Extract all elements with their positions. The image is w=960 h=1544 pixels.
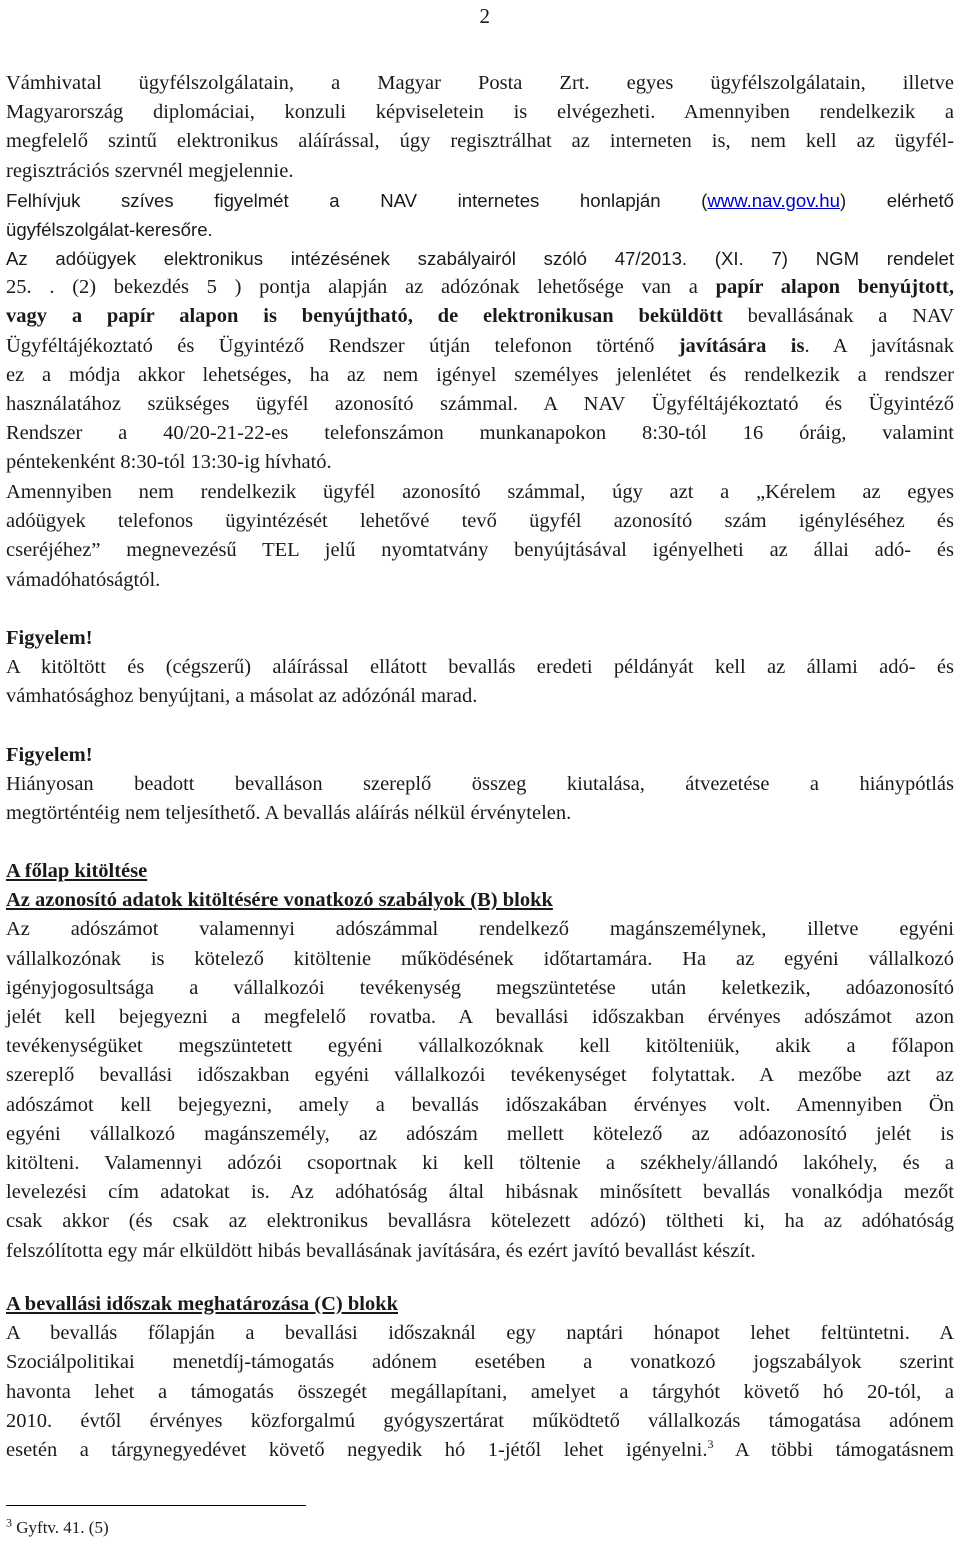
page-number: 2	[479, 4, 490, 28]
text-line: igényjogosultsága a vállalkozói tevékenység megszüntetése után keletkezik, adóazonosító	[6, 976, 954, 999]
text-line: Az adószámot valamennyi adószámmal rendelkező magánszemélynek, illetve egyéni	[6, 918, 954, 941]
text-line: A kitöltött és (cégszerű) aláírással ellátott bevallás eredeti példányát kell az állami adó- és	[6, 656, 954, 679]
footnote-separator	[6, 1505, 306, 1506]
text-line: használatához szükséges ügyfél azonosító számmal. A NAV Ügyféltájékoztató és Ügyintéző	[6, 393, 954, 416]
text-line: csak akkor (és csak az elektronikus bevallásra kötelezett adózó) töltheti ki, ha az adóhatóság	[6, 1210, 954, 1233]
text-line: megfelelő szintű elektronikus aláírással, úgy regisztrálhat az interneten is, nem kell az ügyfél-	[6, 130, 954, 153]
paragraph-nav-website	[6, 186, 954, 244]
text-line: Magyarország diplomáciai, konzuli képviseletein is elvégezheti. Amennyiben rendelkezik a	[6, 101, 954, 124]
text-line: egyéni vállalkozó magánszemély, az adószám mellett kötelező az adóazonosító jelét is	[6, 1122, 954, 1145]
text-line: Vámhivatal ügyfélszolgálatain, a Magyar Posta Zrt. egyes ügyfélszolgálatain, illetve	[6, 72, 954, 94]
text-line: szereplő bevallási időszakban egyéni vállalkozói tevékenységet folytattak. A mezőbe azt az	[6, 1064, 954, 1087]
warning-title: Figyelem!	[6, 627, 93, 649]
text-line: Ügyféltájékoztató és Ügyintéző Rendszer útján telefonon történő javítására is. A javításnak	[6, 334, 954, 357]
text-line: esetén a tárgynegyedévet követő negyedik hó 1-jétől lehet igényelni.$^3$ A többi támogatásnem	[6, 1437, 955, 1462]
text-line: vagy a papír alapon is benyújtható, de elektronikusan beküldött bevallásának a NAV	[6, 305, 955, 328]
section-heading: A főlap kitöltése	[6, 860, 148, 882]
paragraph-intro	[6, 69, 954, 186]
text-line: adóügyek telefonos ügyintézését lehetővé tevő ügyfél azonosító szám igényléséhez és	[6, 510, 954, 533]
text-line: ez a módja akkor lehetséges, ha az nem igényel személyes jelenlétet és rendelkezik a rendszer	[6, 363, 954, 386]
text-line: Rendszer a 40/20-21-22-es telefonszámon munkanapokon 8:30-tól 16 óráig, valamint	[6, 422, 954, 445]
text-line: Az adóügyek elektronikus intézésének szabályairól szóló 47/2013. (XI. 7) NGM rendelet	[6, 248, 954, 269]
warning-block-2	[6, 741, 954, 829]
nav-website-link[interactable]: www.nav.gov.hu	[707, 190, 840, 211]
text-line: levelezési cím adatokat is. Az adóhatóság által hibásnak minősített bevallás vonalkódja mezőt	[6, 1181, 954, 1204]
text-line: ügyfélszolgálat-keresőre.	[6, 219, 213, 241]
footnote: $^3$ Gyftv. 41. (5)	[6, 1515, 109, 1537]
text-line: vámadóhatóságtól.	[6, 568, 161, 591]
text-line: vámhatósághoz benyújtani, a másolat az adózónál marad.	[6, 685, 478, 708]
section-period-c-block	[6, 1290, 954, 1465]
text-line: cseréjéhez” megnevezésű TEL jelű nyomtatvány benyújtásával igényelheti az állai adó- és	[6, 539, 954, 562]
text-line: A bevallás főlapján a bevallási időszaknál egy naptári hónapot lehet feltüntetni. A	[6, 1322, 954, 1345]
paragraph-ngm-decree	[6, 244, 954, 478]
text-line: regisztrációs szervnél megjelennie.	[6, 159, 294, 182]
text-line: 2010. évtől érvényes közforgalmú gyógyszertárat működtető vállalkozás támogatása adónem	[6, 1409, 954, 1432]
subsection-heading-b-block: Az azonosító adatok kitöltésére vonatkozó szabályok (B) blokk	[6, 889, 553, 912]
text-line: tevékenységüket megszüntetett egyéni vállalkozóknak kell kitölteniük, akik a főlapon	[6, 1035, 954, 1058]
text-line: kitölteni. Valamennyi adózói csoportnak ki kell töltenie a székhely/állandó lakóhely, és a	[6, 1152, 954, 1175]
warning-title: Figyelem!	[6, 744, 93, 766]
text-line: jelét kell bejegyezni a megfelelő rovatba. A bevallási időszakban érvényes adószámot azon	[6, 1006, 954, 1029]
text-line: vállalkozónak is kötelező kitöltenie működésének időtartamára. Ha az egyéni vállalkozó	[6, 947, 954, 970]
subsection-heading-c-block: A bevallási időszak meghatározása (C) blokk	[6, 1293, 399, 1315]
text-line: adószámot kell bejegyezni, amely a bevallás időszakában érvényes volt. Amennyiben Ön	[6, 1093, 954, 1116]
text-line: 25. . (2) bekezdés 5 ) pontja alapján az adózónak lehetősége van a papír alapon benyújtott,	[6, 276, 954, 299]
text-line: Felhívjuk szíves figyelmét a NAV internetes honlapján (www.nav.gov.hu) elérhető	[6, 190, 954, 211]
warning-block-1	[6, 624, 954, 712]
footnote-reference[interactable]: 3	[707, 1437, 714, 1452]
section-main-sheet	[6, 857, 954, 1266]
paragraph-tel-form	[6, 478, 954, 595]
text-line: felszólította egy már elküldött hibás bevallásának javítására, és ezért javító bevallást készít.	[6, 1239, 756, 1262]
text-line: péntekenként 8:30-tól 13:30-ig hívható.	[6, 451, 332, 474]
text-line: Szociálpolitikai menetdíj-támogatás adónem esetében a vonatkozó jogszabályok szerint	[6, 1351, 954, 1374]
text-line: havonta lehet a támogatás összegét megállapítani, amelyet a tárgyhót követő hó 20-tól, a	[6, 1380, 954, 1403]
text-line: megtörténtéig nem teljesíthető. A bevallás aláírás nélkül érvénytelen.	[6, 802, 572, 825]
text-line: Amennyiben nem rendelkezik ügyfél azonosító számmal, úgy azt a „Kérelem az egyes	[6, 481, 954, 503]
text-line: Hiányosan beadott bevalláson szereplő összeg kiutalása, átvezetése a hiánypótlás	[6, 773, 954, 796]
